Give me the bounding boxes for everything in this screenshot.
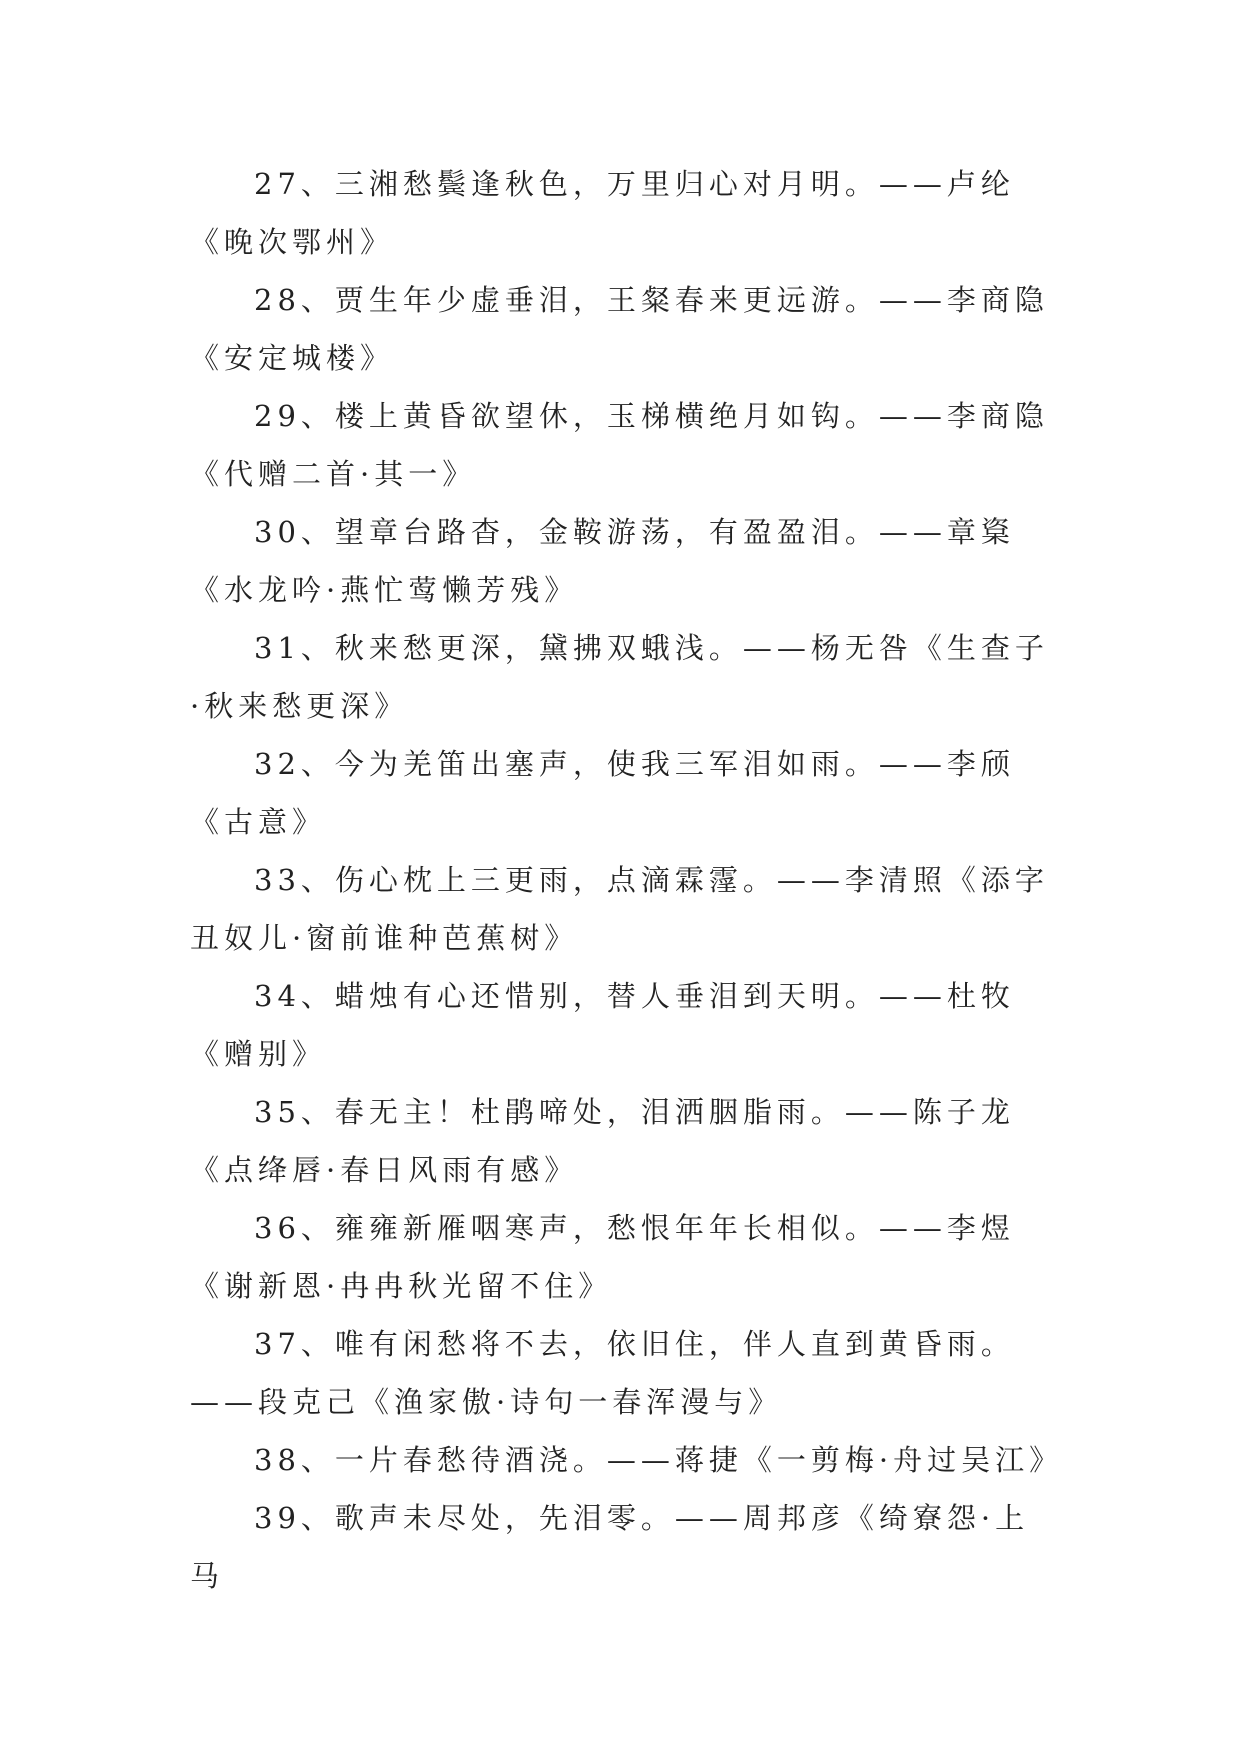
poem-quote-list — [190, 155, 1064, 1605]
quote-entry-27: 27、三湘愁鬓逢秋色，万里归心对月明。——卢纶《晚次鄂州》 — [190, 167, 1015, 259]
quote-entry-36: 36、雍雍新雁咽寒声，愁恨年年长相似。——李煜《谢新恩·冉冉秋光留不住》 — [190, 1211, 1015, 1303]
quote-entry-28: 28、贾生年少虚垂泪，王粲春来更远游。——李商隐《安定城楼》 — [190, 283, 1049, 375]
quote-entry-32: 32、今为羌笛出塞声，使我三军泪如雨。——李颀《古意》 — [190, 747, 1015, 839]
quote-entry-39: 39、歌声未尽处，先泪零。——周邦彦《绮寮怨·上马 — [190, 1501, 1030, 1593]
quote-entry-37: 37、唯有闲愁将不去，依旧住，伴人直到黄昏雨。——段克己《渔家傲·诗句一春浑漫与》 — [190, 1327, 1015, 1419]
quote-entry-29: 29、楼上黄昏欲望休，玉梯横绝月如钩。——李商隐《代赠二首·其一》 — [190, 399, 1049, 491]
quote-entry-38: 38、一片春愁待酒浇。——蒋捷《一剪梅·舟过吴江》 — [254, 1443, 1064, 1477]
quote-entry-30: 30、望章台路杳，金鞍游荡，有盈盈泪。——章楶《水龙吟·燕忙莺懒芳残》 — [190, 515, 1015, 607]
quote-entry-34: 34、蜡烛有心还惜别，替人垂泪到天明。——杜牧《赠别》 — [190, 979, 1015, 1071]
quote-entry-33: 33、伤心枕上三更雨，点滴霖霪。——李清照《添字丑奴儿·窗前谁种芭蕉树》 — [190, 863, 1049, 955]
quote-entry-35: 35、春无主！杜鹃啼处，泪洒胭脂雨。——陈子龙《点绛唇·春日风雨有感》 — [190, 1095, 1015, 1187]
quote-entry-31: 31、秋来愁更深，黛拂双蛾浅。——杨无咎《生查子·秋来愁更深》 — [190, 631, 1049, 723]
